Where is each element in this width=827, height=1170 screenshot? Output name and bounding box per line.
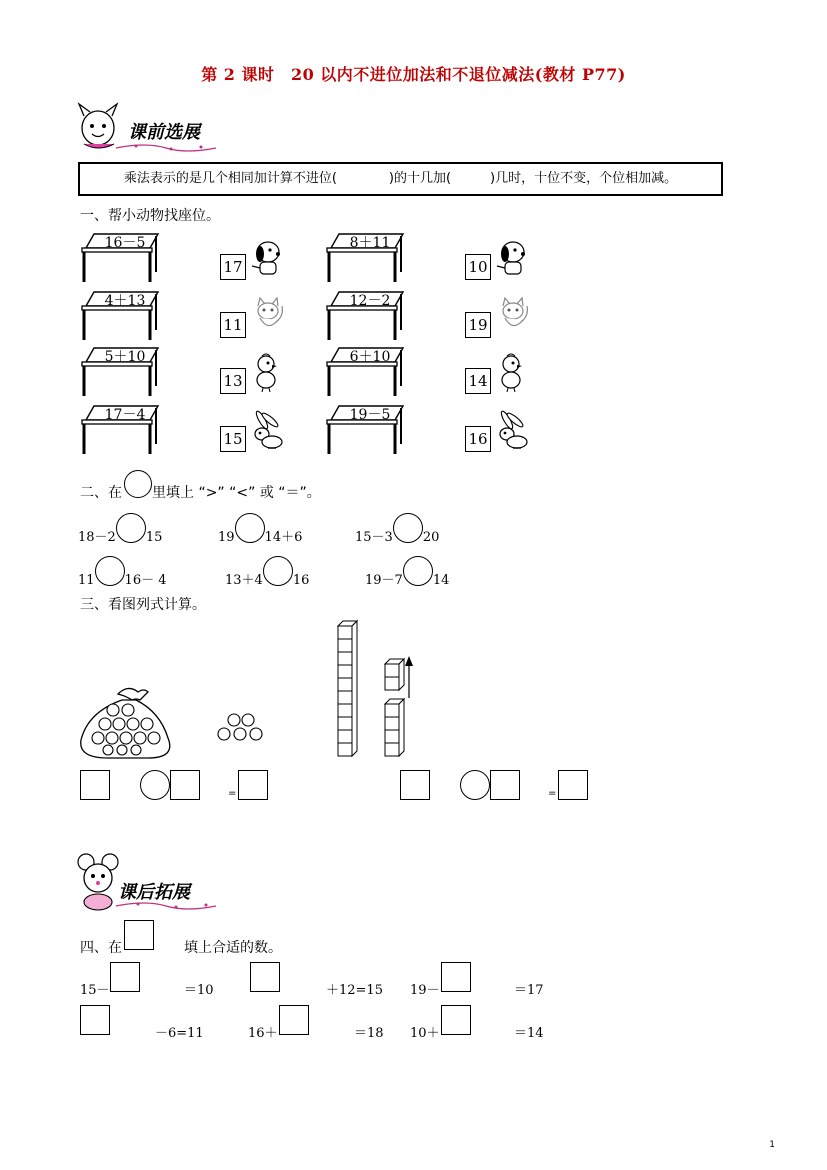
page-title: 第 2 课时 20 以内不进位加法和不退位减法(教材 P77): [201, 65, 626, 84]
comparison-item: [365, 554, 449, 588]
cat-icon: [493, 296, 529, 336]
compare-circle[interactable]: [403, 556, 433, 586]
dog-icon: [248, 238, 284, 278]
q2-prompt-end: 里填上 “>” “<” 或 “＝”。: [152, 485, 321, 501]
three-balls-icon: [214, 712, 274, 742]
q4-prompt-start: 四、在: [80, 940, 122, 956]
seat-number: 19: [465, 312, 491, 338]
comparison-left: 19－7: [365, 573, 403, 588]
banner-after-class-label: 课后拓展: [118, 882, 190, 903]
dog-icon: [493, 238, 529, 278]
fill-answer-box[interactable]: [80, 1005, 110, 1035]
comparison-left: 15－3: [355, 530, 393, 545]
comparison-right: 14＋6: [264, 530, 303, 545]
chick-icon: [493, 352, 529, 392]
fill-answer-box[interactable]: [250, 962, 280, 992]
banner-pre-class: [76, 96, 236, 158]
fill-expression-prefix: 16＋: [248, 1026, 278, 1041]
seat-number: 15: [220, 426, 246, 452]
fill-expression-suffix: ＋12=15: [326, 983, 383, 998]
desk-expression: 12－2: [349, 293, 391, 309]
compare-circle[interactable]: [393, 513, 423, 543]
comparison-left: 19: [218, 530, 235, 545]
operator-circle[interactable]: [140, 770, 170, 800]
comparison-right: 16: [292, 573, 310, 588]
fill-answer-box[interactable]: [441, 962, 471, 992]
chick-icon: [248, 352, 284, 392]
desk: [325, 290, 405, 342]
desk-expression: 4＋13: [104, 293, 146, 309]
answer-box[interactable]: [400, 770, 430, 800]
fill-expression-prefix: 15－: [80, 983, 110, 998]
answer-box[interactable]: [558, 770, 588, 800]
fill-expression-suffix: ＝10: [184, 983, 214, 998]
equals-sign: =: [548, 788, 557, 799]
seat-number: 10: [465, 254, 491, 280]
prompt-circle-icon: [124, 470, 152, 498]
fill-expression-suffix: －6=11: [155, 1026, 204, 1041]
fill-expression-suffix: ＝17: [514, 983, 544, 998]
fill-expression-suffix: ＝18: [354, 1026, 384, 1041]
seat-number: 13: [220, 368, 246, 394]
compare-circle[interactable]: [235, 513, 265, 543]
fill-expression-prefix: 19－: [410, 983, 440, 998]
fill-answer-box[interactable]: [279, 1005, 309, 1035]
answer-box[interactable]: [490, 770, 520, 800]
comparison-left: 11: [78, 573, 95, 588]
seat-number: 14: [465, 368, 491, 394]
desk: [80, 290, 160, 342]
rabbit-icon: [248, 410, 284, 450]
seat-number: 11: [220, 312, 246, 338]
equals-sign: =: [228, 788, 237, 799]
answer-box[interactable]: [80, 770, 110, 800]
fill-expression-suffix: ＝14: [514, 1026, 544, 1041]
hint-box: 乘法表示的是几个相同加计算不进位( )的十几加( )几时，十位不变，个位相加减。: [78, 162, 723, 196]
comparison-right: 20: [422, 530, 440, 545]
fill-answer-box[interactable]: [110, 962, 140, 992]
q3-prompt: 三、看图列式计算。: [80, 597, 206, 613]
operator-circle[interactable]: [460, 770, 490, 800]
comparison-item: [78, 554, 167, 588]
rabbit-icon: [493, 410, 529, 450]
comparison-right: 15: [145, 530, 163, 545]
desk-expression: 16－5: [104, 235, 146, 251]
comparison-item: [218, 511, 302, 545]
banner-after-class: [76, 850, 236, 914]
comparison-left: 18－2: [78, 530, 116, 545]
comparison-item: [355, 511, 439, 545]
desk: [325, 232, 405, 284]
page-number: 1: [769, 1140, 775, 1150]
cube-stacks-arrow-icon: [383, 652, 423, 762]
cat-icon: [248, 296, 284, 336]
comparison-item: [78, 511, 162, 545]
q4-prompt-end: 填上合适的数。: [184, 940, 282, 956]
fill-answer-box[interactable]: [441, 1005, 471, 1035]
desk-expression: 8＋11: [349, 235, 391, 251]
bag-of-balls-icon: [78, 682, 178, 762]
seat-number: 17: [220, 254, 246, 280]
desk-expression: 19－5: [349, 407, 391, 423]
prompt-square-icon: [124, 920, 154, 950]
answer-box[interactable]: [170, 770, 200, 800]
compare-circle[interactable]: [116, 513, 146, 543]
q2-prompt-start: 二、在: [80, 485, 122, 501]
comparison-right: 16－ 4: [124, 573, 167, 588]
desk: [80, 232, 160, 284]
seat-number: 16: [465, 426, 491, 452]
comparison-left: 13＋4: [225, 573, 263, 588]
desk-expression: 6＋10: [349, 349, 391, 365]
desk-expression: 17－4: [104, 407, 146, 423]
desk: [80, 346, 160, 398]
desk: [80, 404, 160, 456]
compare-circle[interactable]: [95, 556, 125, 586]
q1-prompt: 一、帮小动物找座位。: [80, 208, 220, 224]
fill-expression-prefix: 10＋: [410, 1026, 440, 1041]
compare-circle[interactable]: [263, 556, 293, 586]
comparison-right: 14: [432, 573, 450, 588]
comparison-item: [225, 554, 309, 588]
desk: [325, 346, 405, 398]
banner-pre-class-label: 课前选展: [128, 122, 200, 143]
desk: [325, 404, 405, 456]
answer-box[interactable]: [238, 770, 268, 800]
ten-cube-stack-icon: [334, 620, 364, 760]
desk-expression: 5＋10: [104, 349, 146, 365]
